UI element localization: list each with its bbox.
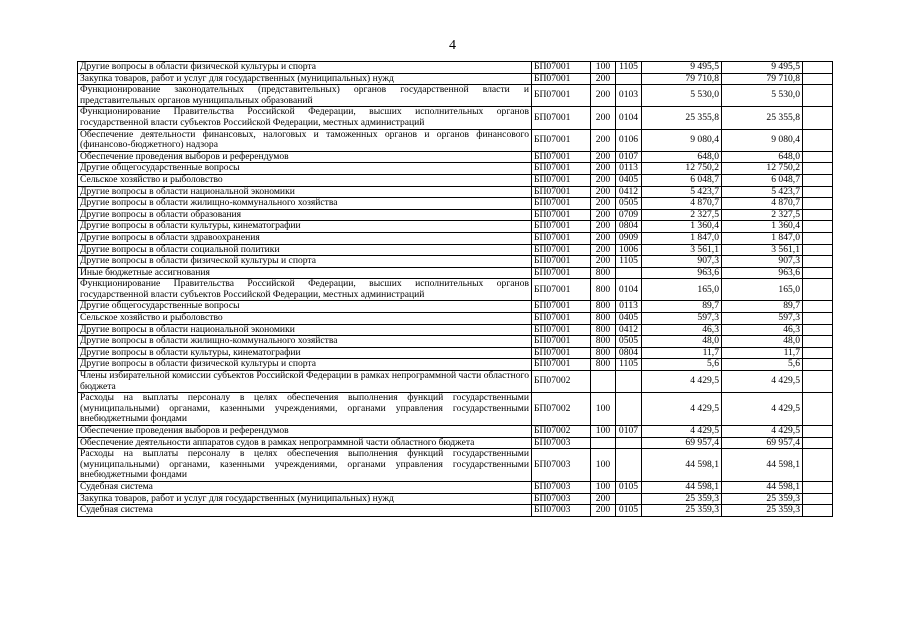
row-empty-cell	[803, 186, 833, 198]
row-section-code: 0104	[616, 107, 642, 129]
row-expense-type: 200	[591, 198, 616, 210]
row-name: Закупка товаров, работ и услуг для государственных (муниципальных) нужд	[78, 73, 532, 85]
row-name: Расходы на выплаты персоналу в целях обеспечения выполнения функций государственными (муниципальными) органами, казенными учреждениями, органами управления государственными внебюджетными фондами	[78, 393, 532, 426]
row-section-code: 0113	[616, 301, 642, 313]
row-amount-2: 4 429,5	[722, 371, 803, 393]
row-name: Другие вопросы в области культуры, кинематографии	[78, 347, 532, 359]
row-name: Другие вопросы в области физической культуры и спорта	[78, 256, 532, 268]
row-section-code: 1105	[616, 62, 642, 74]
row-target-code: БП07003	[532, 437, 591, 449]
table-row	[78, 209, 833, 221]
row-expense-type: 200	[591, 256, 616, 268]
row-amount-2: 5 423,7	[722, 186, 803, 198]
row-amount-2: 25 359,3	[722, 493, 803, 505]
row-target-code: БП07001	[532, 221, 591, 233]
table-row	[78, 336, 833, 348]
row-target-code: БП07001	[532, 347, 591, 359]
row-name: Члены избирательной комиссии субъектов Российской Федерации в рамках непрограммной части областного бюджета	[78, 371, 532, 393]
row-amount-2: 6 048,7	[722, 174, 803, 186]
row-empty-cell	[803, 107, 833, 129]
row-target-code: БП07001	[532, 313, 591, 325]
table-row	[78, 129, 833, 151]
row-expense-type: 800	[591, 336, 616, 348]
row-amount-1: 165,0	[642, 279, 722, 301]
row-empty-cell	[803, 163, 833, 175]
row-expense-type: 200	[591, 232, 616, 244]
row-amount-2: 4 429,5	[722, 426, 803, 438]
table-row	[78, 359, 833, 371]
row-amount-1: 963,6	[642, 267, 722, 279]
row-expense-type	[591, 371, 616, 393]
row-expense-type: 200	[591, 493, 616, 505]
row-amount-1: 69 957,4	[642, 437, 722, 449]
row-amount-1: 648,0	[642, 151, 722, 163]
row-target-code: БП07001	[532, 198, 591, 210]
row-empty-cell	[803, 267, 833, 279]
row-empty-cell	[803, 73, 833, 85]
row-amount-1: 597,3	[642, 313, 722, 325]
row-amount-2: 2 327,5	[722, 209, 803, 221]
row-expense-type: 800	[591, 359, 616, 371]
row-amount-1: 9 495,5	[642, 62, 722, 74]
row-empty-cell	[803, 313, 833, 325]
row-section-code: 0709	[616, 209, 642, 221]
table-row	[78, 85, 833, 107]
row-empty-cell	[803, 221, 833, 233]
row-target-code: БП07003	[532, 493, 591, 505]
row-expense-type: 100	[591, 449, 616, 482]
row-target-code: БП07001	[532, 73, 591, 85]
row-expense-type: 200	[591, 85, 616, 107]
row-name: Судебная система	[78, 481, 532, 493]
row-amount-1: 89,7	[642, 301, 722, 313]
row-name: Сельское хозяйство и рыболовство	[78, 174, 532, 186]
row-amount-1: 5,6	[642, 359, 722, 371]
row-name: Обеспечение деятельности аппаратов судов в рамках непрограммной части областного бюджета	[78, 437, 532, 449]
row-empty-cell	[803, 493, 833, 505]
row-section-code: 0106	[616, 129, 642, 151]
row-target-code: БП07001	[532, 324, 591, 336]
row-name: Другие вопросы в области образования	[78, 209, 532, 221]
row-section-code	[616, 493, 642, 505]
table-row	[78, 73, 833, 85]
table-row	[78, 174, 833, 186]
row-amount-2: 12 750,2	[722, 163, 803, 175]
row-section-code: 0104	[616, 279, 642, 301]
row-empty-cell	[803, 151, 833, 163]
row-expense-type: 100	[591, 426, 616, 438]
row-empty-cell	[803, 279, 833, 301]
row-empty-cell	[803, 232, 833, 244]
page-number: 4	[449, 38, 456, 53]
row-amount-1: 25 359,3	[642, 505, 722, 517]
row-amount-1: 44 598,1	[642, 449, 722, 482]
row-expense-type: 100	[591, 393, 616, 426]
row-name: Обеспечение деятельности финансовых, налоговых и таможенных органов и органов финансового (финансово-бюджетного) надзора	[78, 129, 532, 151]
row-empty-cell	[803, 244, 833, 256]
row-target-code: БП07002	[532, 371, 591, 393]
row-expense-type: 200	[591, 186, 616, 198]
row-expense-type: 100	[591, 62, 616, 74]
row-target-code: БП07001	[532, 301, 591, 313]
row-expense-type: 800	[591, 313, 616, 325]
row-name: Судебная система	[78, 505, 532, 517]
row-amount-2: 46,3	[722, 324, 803, 336]
row-section-code: 0405	[616, 174, 642, 186]
row-empty-cell	[803, 371, 833, 393]
row-target-code: БП07001	[532, 62, 591, 74]
row-section-code: 0909	[616, 232, 642, 244]
row-expense-type: 800	[591, 301, 616, 313]
row-expense-type: 200	[591, 129, 616, 151]
row-amount-2: 165,0	[722, 279, 803, 301]
row-amount-2: 597,3	[722, 313, 803, 325]
table-body	[78, 62, 833, 517]
row-expense-type: 100	[591, 481, 616, 493]
row-empty-cell	[803, 336, 833, 348]
row-empty-cell	[803, 426, 833, 438]
row-expense-type: 800	[591, 324, 616, 336]
row-amount-2: 1 360,4	[722, 221, 803, 233]
row-expense-type: 200	[591, 151, 616, 163]
row-target-code: БП07001	[532, 186, 591, 198]
row-empty-cell	[803, 129, 833, 151]
row-amount-1: 79 710,8	[642, 73, 722, 85]
row-expense-type: 200	[591, 107, 616, 129]
row-target-code: БП07002	[532, 426, 591, 438]
row-expense-type: 800	[591, 267, 616, 279]
row-target-code: БП07003	[532, 505, 591, 517]
table-row	[78, 221, 833, 233]
row-name: Обеспечение проведения выборов и референдумов	[78, 426, 532, 438]
row-name: Расходы на выплаты персоналу в целях обеспечения выполнения функций государственными (муниципальными) органами, казенными учреждениями, органами управления государственными внебюджетными фондами	[78, 449, 532, 482]
row-amount-1: 6 048,7	[642, 174, 722, 186]
row-expense-type: 800	[591, 279, 616, 301]
row-section-code: 1105	[616, 256, 642, 268]
row-target-code: БП07003	[532, 481, 591, 493]
row-section-code: 0505	[616, 336, 642, 348]
row-name: Функционирование законодательных (представительных) органов государственной власти и представительных органов муниципальных образований	[78, 85, 532, 107]
row-amount-1: 48,0	[642, 336, 722, 348]
row-empty-cell	[803, 85, 833, 107]
row-amount-1: 2 327,5	[642, 209, 722, 221]
row-amount-1: 4 429,5	[642, 371, 722, 393]
table-row	[78, 481, 833, 493]
row-amount-2: 89,7	[722, 301, 803, 313]
row-name: Иные бюджетные ассигнования	[78, 267, 532, 279]
row-name: Обеспечение проведения выборов и референдумов	[78, 151, 532, 163]
row-name: Функционирование Правительства Российской Федерации, высших исполнительных органов государственной власти субъектов Российской Федерации, местных администраций	[78, 279, 532, 301]
row-amount-2: 963,6	[722, 267, 803, 279]
table-row	[78, 256, 833, 268]
row-section-code: 0412	[616, 186, 642, 198]
row-section-code: 0804	[616, 347, 642, 359]
table-row	[78, 151, 833, 163]
row-amount-1: 1 360,4	[642, 221, 722, 233]
table-row	[78, 437, 833, 449]
row-name: Другие вопросы в области здравоохранения	[78, 232, 532, 244]
row-empty-cell	[803, 198, 833, 210]
row-target-code: БП07001	[532, 244, 591, 256]
row-section-code: 0107	[616, 426, 642, 438]
row-amount-2: 9 080,4	[722, 129, 803, 151]
row-name: Другие вопросы в области физической культуры и спорта	[78, 62, 532, 74]
row-target-code: БП07001	[532, 267, 591, 279]
row-empty-cell	[803, 347, 833, 359]
row-amount-2: 79 710,8	[722, 73, 803, 85]
row-amount-1: 5 423,7	[642, 186, 722, 198]
row-section-code: 0505	[616, 198, 642, 210]
row-section-code: 0412	[616, 324, 642, 336]
row-target-code: БП07001	[532, 359, 591, 371]
row-target-code: БП07001	[532, 232, 591, 244]
row-empty-cell	[803, 449, 833, 482]
row-expense-type: 200	[591, 209, 616, 221]
row-name: Закупка товаров, работ и услуг для государственных (муниципальных) нужд	[78, 493, 532, 505]
table-row	[78, 301, 833, 313]
row-section-code: 0405	[616, 313, 642, 325]
row-amount-2: 44 598,1	[722, 481, 803, 493]
row-empty-cell	[803, 209, 833, 221]
row-amount-2: 25 359,3	[722, 505, 803, 517]
row-amount-2: 907,3	[722, 256, 803, 268]
row-amount-2: 5,6	[722, 359, 803, 371]
row-empty-cell	[803, 359, 833, 371]
row-section-code	[616, 449, 642, 482]
row-target-code: БП07001	[532, 336, 591, 348]
row-name: Другие общегосударственные вопросы	[78, 301, 532, 313]
row-section-code: 0105	[616, 505, 642, 517]
row-section-code: 0103	[616, 85, 642, 107]
row-amount-1: 5 530,0	[642, 85, 722, 107]
table-row	[78, 62, 833, 74]
row-amount-2: 4 429,5	[722, 393, 803, 426]
row-name: Другие вопросы в области национальной экономики	[78, 324, 532, 336]
row-amount-1: 12 750,2	[642, 163, 722, 175]
row-expense-type: 200	[591, 174, 616, 186]
row-name: Сельское хозяйство и рыболовство	[78, 313, 532, 325]
row-amount-2: 3 561,1	[722, 244, 803, 256]
row-expense-type: 200	[591, 221, 616, 233]
row-section-code: 0105	[616, 481, 642, 493]
row-name: Другие вопросы в области культуры, кинематографии	[78, 221, 532, 233]
row-empty-cell	[803, 437, 833, 449]
row-amount-2: 4 870,7	[722, 198, 803, 210]
row-amount-2: 69 957,4	[722, 437, 803, 449]
table-row	[78, 313, 833, 325]
row-target-code: БП07001	[532, 174, 591, 186]
row-section-code	[616, 437, 642, 449]
table-row	[78, 107, 833, 129]
row-amount-1: 11,7	[642, 347, 722, 359]
row-empty-cell	[803, 174, 833, 186]
table-row	[78, 324, 833, 336]
row-amount-2: 44 598,1	[722, 449, 803, 482]
row-name: Другие вопросы в области жилищно-коммунального хозяйства	[78, 336, 532, 348]
table-row	[78, 232, 833, 244]
row-section-code: 0113	[616, 163, 642, 175]
table-row	[78, 244, 833, 256]
row-amount-2: 1 847,0	[722, 232, 803, 244]
row-amount-1: 907,3	[642, 256, 722, 268]
table-row	[78, 426, 833, 438]
row-target-code: БП07001	[532, 85, 591, 107]
table-row	[78, 198, 833, 210]
row-amount-1: 25 355,8	[642, 107, 722, 129]
row-amount-2: 48,0	[722, 336, 803, 348]
row-name: Другие вопросы в области национальной экономики	[78, 186, 532, 198]
row-section-code: 0107	[616, 151, 642, 163]
row-empty-cell	[803, 505, 833, 517]
row-section-code	[616, 267, 642, 279]
row-section-code	[616, 73, 642, 85]
row-target-code: БП07001	[532, 129, 591, 151]
table-row	[78, 449, 833, 482]
table-row	[78, 186, 833, 198]
row-expense-type: 200	[591, 505, 616, 517]
row-empty-cell	[803, 481, 833, 493]
row-expense-type: 200	[591, 163, 616, 175]
row-amount-1: 44 598,1	[642, 481, 722, 493]
row-name: Функционирование Правительства Российской Федерации, высших исполнительных органов государственной власти субъектов Российской Федерации, местных администраций	[78, 107, 532, 129]
table-row	[78, 393, 833, 426]
row-amount-1: 4 429,5	[642, 393, 722, 426]
row-amount-1: 3 561,1	[642, 244, 722, 256]
row-section-code	[616, 393, 642, 426]
table-row	[78, 267, 833, 279]
table-row	[78, 347, 833, 359]
row-amount-2: 648,0	[722, 151, 803, 163]
row-name: Другие вопросы в области физической культуры и спорта	[78, 359, 532, 371]
row-target-code: БП07001	[532, 256, 591, 268]
row-expense-type: 200	[591, 73, 616, 85]
row-name: Другие общегосударственные вопросы	[78, 163, 532, 175]
budget-table	[77, 61, 833, 517]
row-name: Другие вопросы в области жилищно-коммунального хозяйства	[78, 198, 532, 210]
row-target-code: БП07001	[532, 279, 591, 301]
row-amount-2: 11,7	[722, 347, 803, 359]
row-target-code: БП07002	[532, 393, 591, 426]
row-amount-2: 5 530,0	[722, 85, 803, 107]
row-amount-1: 1 847,0	[642, 232, 722, 244]
row-name: Другие вопросы в области социальной политики	[78, 244, 532, 256]
table-row	[78, 493, 833, 505]
row-amount-1: 4 870,7	[642, 198, 722, 210]
row-section-code: 0804	[616, 221, 642, 233]
row-target-code: БП07001	[532, 107, 591, 129]
row-target-code: БП07001	[532, 151, 591, 163]
row-amount-1: 4 429,5	[642, 426, 722, 438]
row-amount-1: 25 359,3	[642, 493, 722, 505]
row-section-code: 1105	[616, 359, 642, 371]
table-row	[78, 505, 833, 517]
row-empty-cell	[803, 301, 833, 313]
row-empty-cell	[803, 256, 833, 268]
row-amount-2: 25 355,8	[722, 107, 803, 129]
row-expense-type	[591, 437, 616, 449]
row-amount-2: 9 495,5	[722, 62, 803, 74]
row-expense-type: 200	[591, 244, 616, 256]
row-amount-1: 9 080,4	[642, 129, 722, 151]
table-row	[78, 279, 833, 301]
row-section-code: 1006	[616, 244, 642, 256]
row-target-code: БП07003	[532, 449, 591, 482]
row-amount-1: 46,3	[642, 324, 722, 336]
row-target-code: БП07001	[532, 163, 591, 175]
row-empty-cell	[803, 393, 833, 426]
table-row	[78, 163, 833, 175]
row-section-code	[616, 371, 642, 393]
row-expense-type: 800	[591, 347, 616, 359]
row-empty-cell	[803, 324, 833, 336]
table-row	[78, 371, 833, 393]
row-target-code: БП07001	[532, 209, 591, 221]
row-empty-cell	[803, 62, 833, 74]
